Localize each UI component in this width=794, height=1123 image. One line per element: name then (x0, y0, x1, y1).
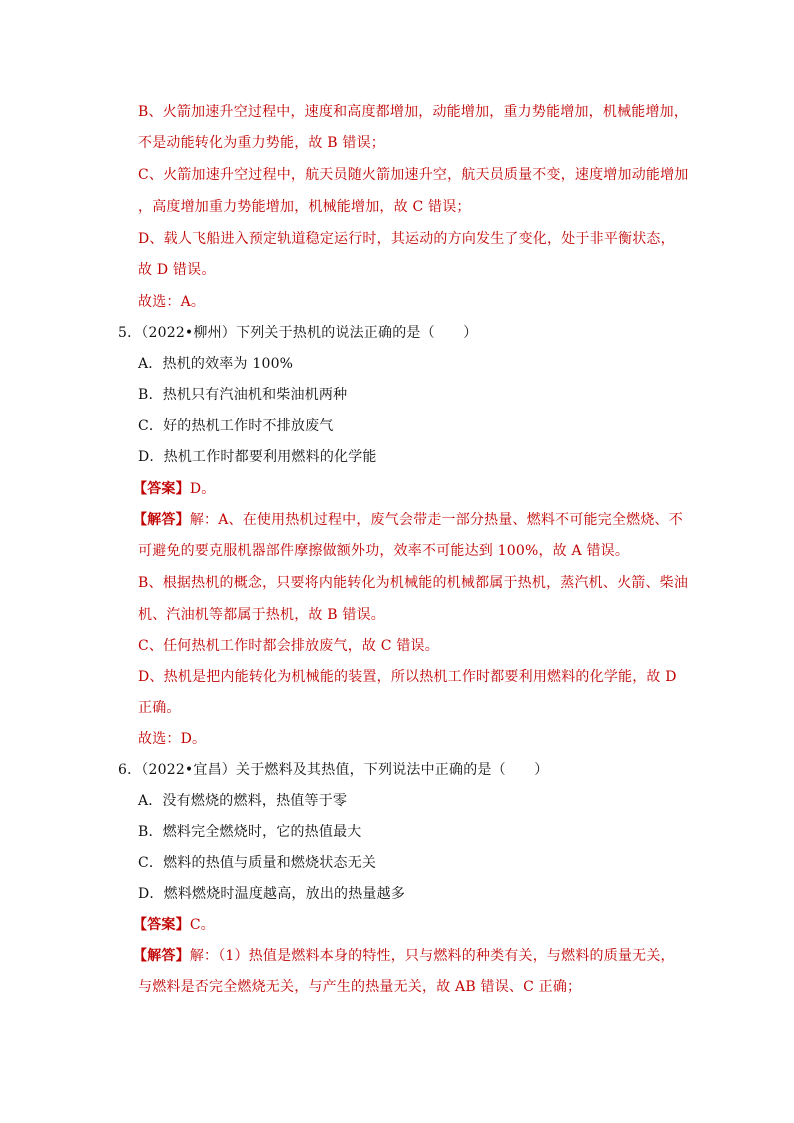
question-5-analysis-line-8: 故选：D。 (138, 731, 207, 747)
explanation-d-line-1: D、载人飞船进入预定轨道稳定运行时，其运动的方向发生了变化，处于非平衡状态， (138, 231, 675, 247)
answer-tag: 【答案】 (133, 481, 190, 497)
question-6-option-b: B．燃料完全燃烧时，它的热值最大 (138, 824, 362, 840)
question-6-option-d: D．燃料燃烧时温度越高，放出的热量越多 (138, 886, 406, 902)
question-5-option-c: C．好的热机工作时不排放废气 (138, 418, 334, 434)
question-5-analysis-line-5: C、任何热机工作时都会排放废气，故 C 错误。 (138, 638, 439, 654)
explanation-b-line-1: B、火箭加速升空过程中，速度和高度都增加，动能增加，重力势能增加，机械能增加， (138, 104, 689, 120)
question-5-option-d: D．热机工作时都要利用燃料的化学能 (138, 449, 377, 465)
question-6-option-a: A．没有燃烧的燃料，热值等于零 (138, 793, 348, 809)
analysis-text: 解：A、在使用热机过程中，废气会带走一部分热量、燃料不可能完全燃烧、不 (189, 512, 683, 528)
question-6-analysis-line-2: 与燃料是否完全燃烧无关，与产生的热量无关，故 AB 错误、C 正确； (138, 979, 582, 995)
question-6-answer (133, 915, 215, 935)
explanation-choice: 故选：A。 (138, 294, 206, 310)
question-5-analysis-line-7: 正确。 (138, 700, 181, 716)
question-5-analysis-line-3: B、根据热机的概念，只要将内能转化为机械能的机械都属于热机，蒸汽机、火箭、柴油 (138, 575, 689, 591)
explanation-c-line-2: ，高度增加重力势能增加，机械能增加，故 C 错误； (138, 199, 471, 215)
question-5-answer (133, 479, 215, 499)
question-6-option-c: C．燃料的热值与质量和燃烧状态无关 (138, 855, 377, 871)
question-5-analysis-line-2: 可避免的要克服机器部件摩擦做额外功，效率不可能达到 100%，故 A 错误。 (138, 543, 630, 559)
explanation-b-line-2: 不是动能转化为重力势能，故 B 错误； (138, 135, 385, 151)
question-5-stem: 5．（2022•柳州）下列关于热机的说法正确的是（ ） (118, 325, 478, 341)
analysis-tag: 【解答】 (133, 512, 190, 528)
question-6-stem: 6．（2022•宜昌）关于燃料及其热值，下列说法中正确的是（ ） (118, 762, 549, 778)
answer-tag: 【答案】 (133, 917, 190, 933)
question-5-option-a: A．热机的效率为 100% (138, 356, 294, 372)
question-5-analysis-line-6: D、热机是把内能转化为机械能的装置，所以热机工作时都要利用燃料的化学能，故 D (138, 669, 677, 685)
answer-value: C。 (189, 917, 215, 933)
question-5-analysis-line-4: 机、汽油机等都属于热机，故 B 错误。 (138, 607, 385, 623)
question-6-analysis-line-1 (133, 946, 675, 966)
analysis-text: 解：（1）热值是燃料本身的特性，只与燃料的种类有关，与燃料的质量无关， (189, 948, 675, 964)
answer-value: D。 (189, 481, 216, 497)
question-5-option-b: B．热机只有汽油机和柴油机两种 (138, 387, 348, 403)
explanation-d-line-2: 故 D 错误。 (138, 262, 216, 278)
analysis-tag: 【解答】 (133, 948, 190, 964)
question-5-analysis-line-1 (133, 510, 683, 530)
explanation-c-line-1: C、火箭加速升空过程中，航天员随火箭加速升空，航天员质量不变，速度增加动能增加 (138, 167, 689, 183)
